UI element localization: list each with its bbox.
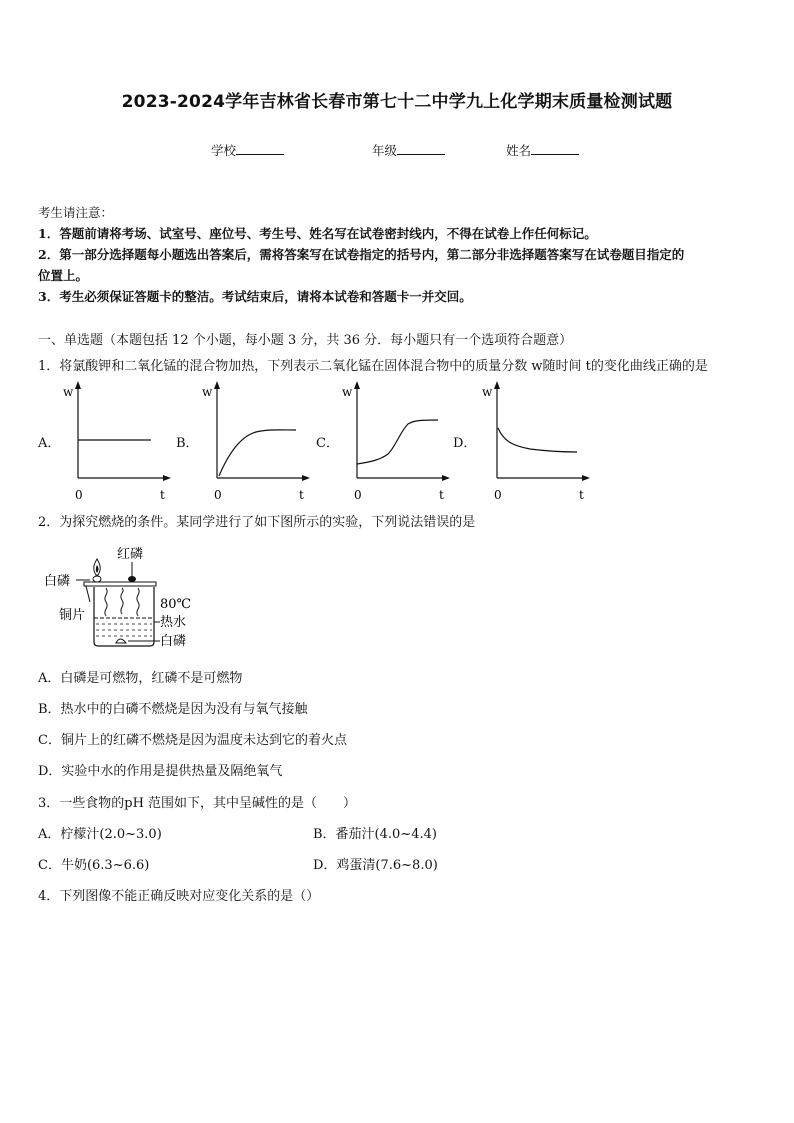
q1-option-d-label[interactable]: D． [453, 436, 477, 451]
name-label: 姓名 [506, 143, 532, 158]
copper-pointer [86, 586, 90, 602]
q2-option-a[interactable]: A．白磷是可燃物，红磷不是可燃物 [38, 671, 243, 686]
q1-option-a-label[interactable]: A． [38, 436, 61, 451]
label-white-phosphorus-top: 白磷 [44, 574, 71, 589]
school-label: 学校 [211, 143, 237, 158]
q3-option-a[interactable]: A．柠檬汁(2.0~3.0) [38, 827, 162, 842]
ylabel: w [202, 385, 213, 399]
notice-item-2-cont: 位置上。 [38, 268, 89, 283]
y-arrow [354, 381, 360, 389]
q4-stem: 4．下列图像不能正确反映对应变化关系的是（） [38, 889, 320, 904]
section-heading: 一、单选题（本题包括 12 个小题，每小题 3 分，共 36 分．每小题只有一个选项符合题意） [38, 333, 573, 348]
q2-option-c[interactable]: C．铜片上的红磷不燃烧是因为温度未达到它的着火点 [38, 733, 347, 748]
steam-1 [105, 588, 107, 616]
x-arrow [442, 475, 450, 481]
q2-option-d[interactable]: D．实验中水的作用是提供热量及隔绝氧气 [38, 764, 283, 779]
label-copper: 铜片 [59, 608, 86, 623]
y-arrow [75, 381, 81, 389]
school-blank[interactable] [236, 142, 284, 155]
label-white-phosphorus-bottom: 白磷 [160, 634, 187, 649]
q3-stem: 3．一些食物的pH 范围如下，其中呈碱性的是（ ） [38, 796, 357, 811]
q1-stem: 1．将氯酸钾和二氧化锰的混合物加热，下列表示二氧化锰在固体混合物中的质量分数 w随时间 t的变化曲线正确的是 [38, 359, 708, 374]
q3-option-d[interactable]: D．鸡蛋清(7.6~8.0) [313, 858, 438, 873]
page-title: 2023-2024学年吉林省长春市第七十二中学九上化学期末质量检测试题 [121, 92, 673, 112]
x-arrow [163, 475, 171, 481]
grade-blank[interactable] [397, 142, 445, 155]
beaker [94, 587, 154, 646]
red-phosphorus-on-copper [128, 576, 136, 582]
q3-option-b[interactable]: B．番茄汁(4.0~4.4) [313, 827, 437, 842]
x-arrow [302, 475, 310, 481]
q1-graph-b [194, 378, 314, 503]
origin: 0 [354, 488, 362, 502]
xlabel: t [439, 488, 444, 502]
ylabel: w [482, 385, 493, 399]
q3-option-c[interactable]: C．牛奶(6.3~6.6) [38, 858, 150, 873]
q1-option-b-label[interactable]: B． [176, 436, 199, 451]
curve-b [219, 430, 296, 476]
y-arrow [494, 381, 500, 389]
white-phosphorus-in-water [116, 639, 126, 643]
origin: 0 [214, 488, 222, 502]
q1-graph-c [334, 378, 454, 503]
school-field[interactable] [211, 141, 284, 159]
notice-item-2: 2．第一部分选择题每小题选出答案后，需将答案写在试卷指定的括号内，第二部分非选择题答案写在试卷题目指定的 [38, 247, 685, 262]
label-hot-water: 热水 [160, 615, 187, 630]
origin: 0 [75, 488, 83, 502]
q1-graph-d [474, 378, 594, 503]
label-temperature: 80℃ [160, 597, 192, 612]
flame-core [96, 565, 99, 573]
xlabel: t [299, 488, 304, 502]
copper-sheet [84, 582, 156, 586]
grade-label: 年级 [372, 143, 398, 158]
steam-3 [137, 588, 139, 616]
name-field[interactable] [506, 141, 579, 159]
xlabel: t [160, 488, 165, 502]
q1-option-c-label[interactable]: C． [316, 436, 339, 451]
ylabel: w [63, 385, 74, 399]
curve-d [498, 428, 577, 452]
q2-option-b[interactable]: B．热水中的白磷不燃烧是因为没有与氧气接触 [38, 702, 308, 717]
notice-item-3: 3．考生必须保证答题卡的整洁。考试结束后，请将本试卷和答题卡一并交回。 [38, 289, 472, 304]
notice-heading: 考生请注意： [38, 205, 114, 220]
notice-item-1: 1．答题前请将考场、试室号、座位号、考生号、姓名写在试卷密封线内，不得在试卷上作任何标记。 [38, 226, 597, 241]
grade-field[interactable] [372, 141, 445, 159]
q2-experiment-figure [44, 542, 204, 654]
xlabel: t [579, 488, 584, 502]
x-arrow [582, 475, 590, 481]
name-blank[interactable] [531, 142, 579, 155]
label-red-phosphorus: 红磷 [117, 547, 144, 562]
steam-2 [121, 588, 123, 614]
ylabel: w [342, 385, 353, 399]
y-arrow [214, 381, 220, 389]
q2-stem: 2．为探究燃烧的条件。某同学进行了如下图所示的实验，下列说法错误的是 [38, 515, 476, 530]
white-phosphorus-on-copper [93, 576, 101, 582]
q1-graph-a [55, 378, 175, 503]
curve-c [357, 420, 438, 464]
origin: 0 [494, 488, 502, 502]
